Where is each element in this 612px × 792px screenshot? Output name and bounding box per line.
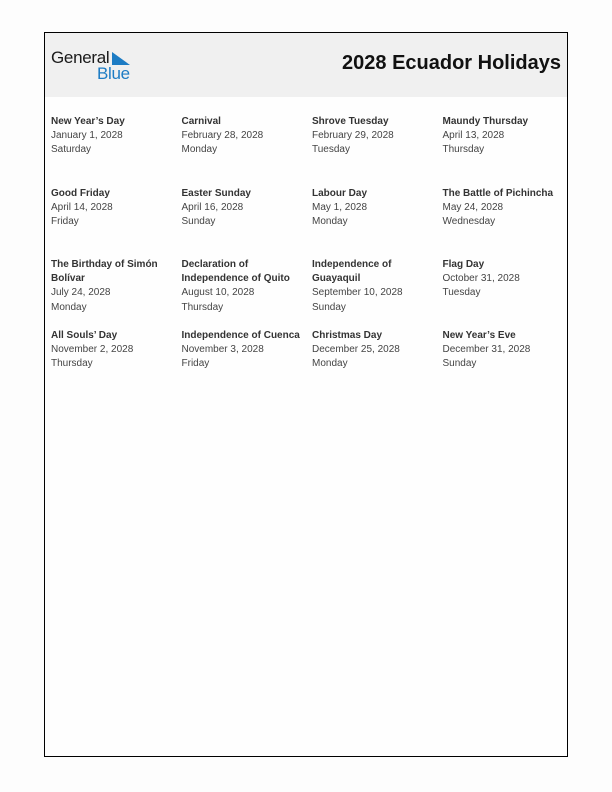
- holiday-name: Christmas Day: [312, 330, 383, 341]
- holiday-item: [182, 329, 313, 372]
- holiday-date: April 16, 2028: [181, 202, 244, 214]
- holiday-item: [312, 187, 443, 258]
- holiday-name: Declaration of Independence of Quito: [181, 259, 290, 285]
- holiday-name: All Souls’ Day: [51, 330, 118, 341]
- holiday-weekday: Thursday: [442, 144, 485, 156]
- holiday-date: November 3, 2028: [181, 344, 264, 356]
- holiday-weekday: Sunday: [442, 358, 477, 370]
- holiday-date: July 24, 2028: [51, 287, 111, 299]
- holiday-name: Flag Day: [442, 259, 485, 270]
- holiday-item: [443, 258, 568, 329]
- holiday-name: Independence of Cuenca: [181, 330, 300, 341]
- holiday-date: December 31, 2028: [442, 344, 531, 356]
- holiday-name: Good Friday: [51, 188, 110, 199]
- holiday-item: [182, 187, 313, 258]
- holiday-item: [443, 329, 568, 372]
- holiday-name: The Battle of Pichincha: [442, 188, 554, 199]
- holiday-name: Easter Sunday: [181, 188, 251, 199]
- holiday-date: November 2, 2028: [51, 344, 134, 356]
- logo-word-general: General: [51, 48, 110, 67]
- holiday-weekday: Tuesday: [442, 287, 481, 299]
- holiday-item: [312, 258, 443, 329]
- holiday-name: Carnival: [181, 116, 221, 127]
- holiday-date: April 13, 2028: [442, 130, 505, 142]
- holiday-date: February 28, 2028: [181, 130, 264, 142]
- holiday-name: Maundy Thursday: [442, 116, 529, 127]
- logo-word-blue: Blue: [97, 64, 130, 83]
- holiday-grid: [51, 115, 567, 372]
- holiday-weekday: Monday: [312, 358, 348, 370]
- holiday-weekday: Friday: [181, 358, 210, 370]
- holiday-weekday: Thursday: [181, 301, 224, 313]
- holiday-name: New Year’s Eve: [442, 330, 516, 341]
- holiday-weekday: Friday: [51, 216, 79, 228]
- holiday-name: Independence of Guayaquil: [312, 259, 392, 285]
- holiday-date: September 10, 2028: [312, 287, 403, 299]
- page-title: 2028 Ecuador Holidays: [342, 52, 561, 74]
- page-frame: [44, 32, 568, 757]
- holiday-item: [51, 115, 182, 187]
- holiday-date: April 14, 2028: [51, 202, 113, 214]
- holiday-item: [443, 187, 568, 258]
- holiday-date: May 1, 2028: [312, 202, 368, 214]
- holiday-date: December 25, 2028: [312, 344, 400, 356]
- holiday-item: [182, 115, 313, 187]
- holiday-item: [51, 258, 182, 329]
- holiday-name: Labour Day: [312, 188, 368, 199]
- holiday-weekday: Tuesday: [312, 144, 350, 156]
- header-band: [45, 33, 567, 97]
- holiday-date: May 24, 2028: [442, 202, 504, 214]
- holiday-item: [312, 115, 443, 187]
- holiday-weekday: Monday: [181, 144, 218, 156]
- holiday-item: [182, 258, 313, 329]
- holiday-date: August 10, 2028: [181, 287, 255, 299]
- holiday-name: The Birthday of Simón Bolívar: [51, 259, 158, 285]
- holiday-item: [443, 115, 568, 187]
- generalblue-logo: [51, 48, 141, 84]
- holiday-weekday: Sunday: [181, 216, 216, 228]
- holiday-date: January 1, 2028: [51, 130, 123, 142]
- holiday-date: February 29, 2028: [312, 130, 394, 142]
- holiday-weekday: Saturday: [51, 144, 92, 156]
- holiday-name: New Year’s Day: [51, 116, 125, 127]
- holiday-weekday: Thursday: [51, 358, 93, 370]
- holiday-item: [312, 329, 443, 372]
- holiday-weekday: Monday: [51, 301, 87, 313]
- holiday-name: Shrove Tuesday: [312, 116, 389, 127]
- holiday-weekday: Monday: [312, 216, 348, 228]
- holiday-weekday: Sunday: [312, 301, 346, 313]
- holiday-weekday: Wednesday: [442, 216, 496, 228]
- holiday-date: October 31, 2028: [442, 273, 520, 285]
- holiday-item: [51, 329, 182, 372]
- holiday-item: [51, 187, 182, 258]
